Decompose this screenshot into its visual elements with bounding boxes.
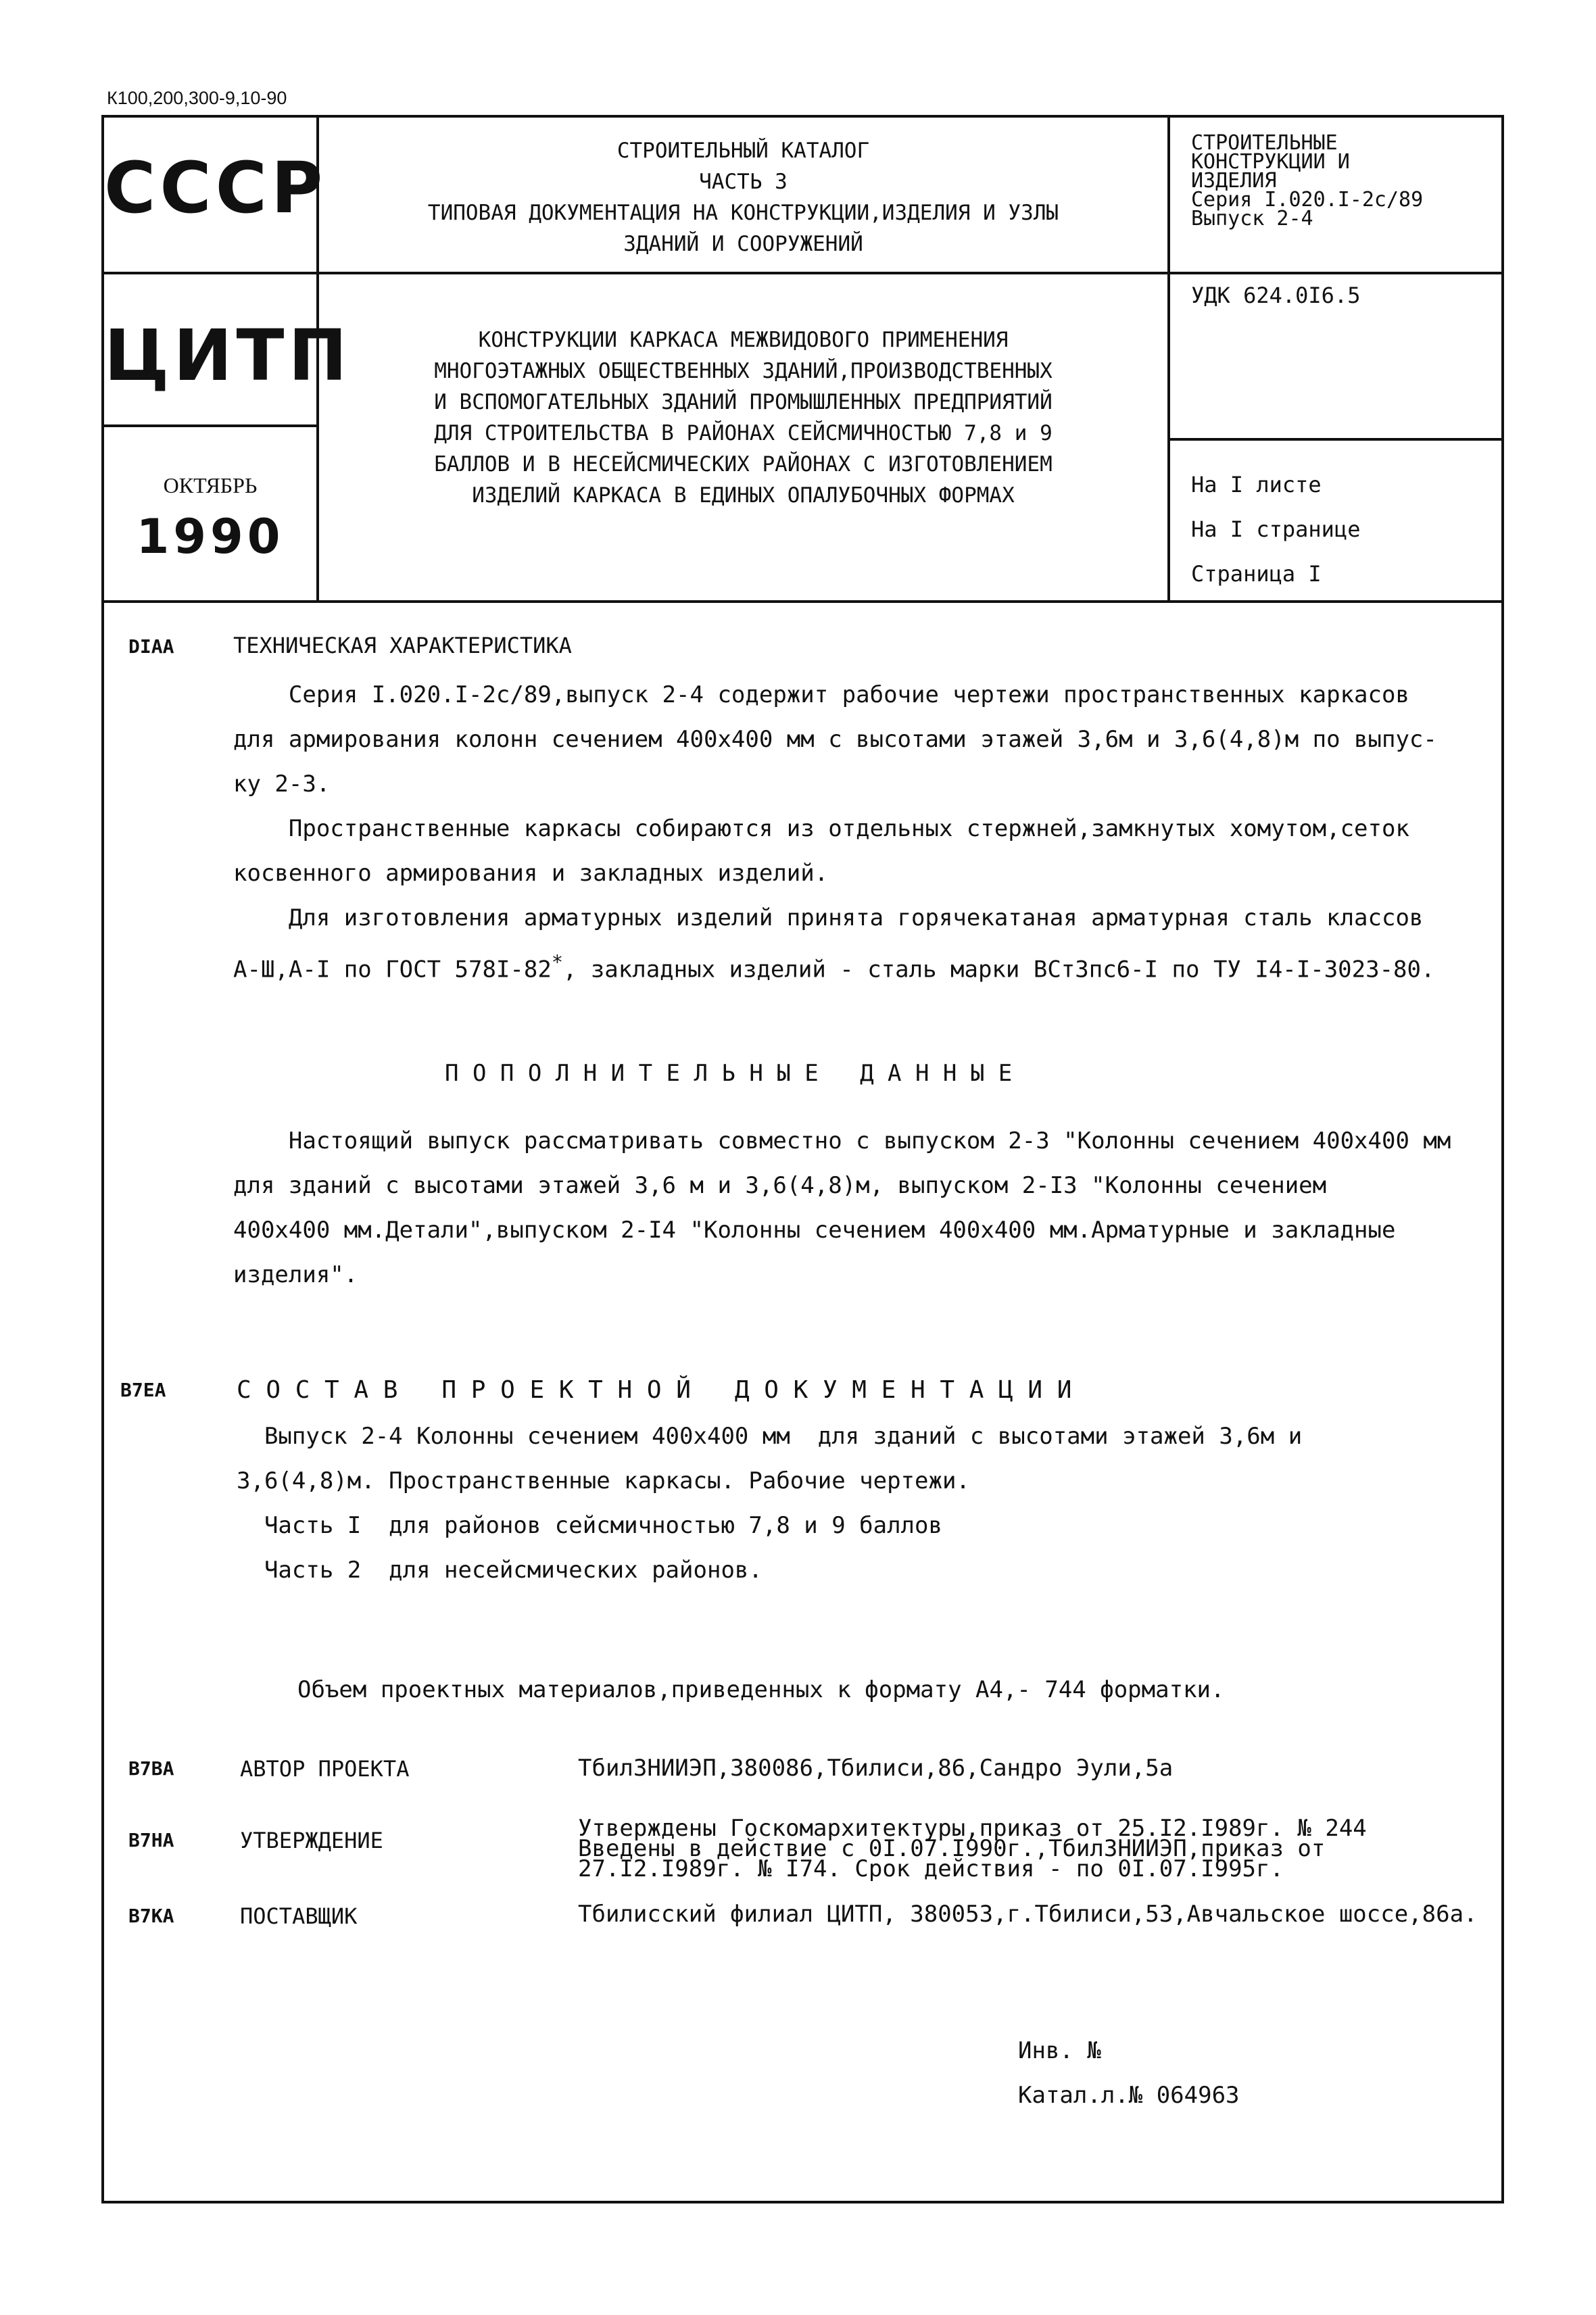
page-number: Страница I bbox=[1191, 561, 1322, 587]
additional-body bbox=[233, 1119, 1451, 1297]
composition-body bbox=[237, 1414, 1302, 1592]
title-line-1: КОНСТРУКЦИИ КАРКАСА МЕЖВИДОВОГО ПРИМЕНЕНИЯ bbox=[478, 328, 1009, 352]
sheets-count: На I листе bbox=[1191, 472, 1322, 497]
record-supplier-label: ПОСТАВЩИК bbox=[240, 1903, 358, 1929]
tech-heading: ТЕХНИЧЕСКАЯ ХАРАКТЕРИСТИКА bbox=[233, 633, 572, 658]
inventory-number: Инв. № bbox=[1018, 2037, 1101, 2064]
series-line-3: ИЗДЕЛИЯ bbox=[1191, 169, 1277, 193]
title-line-4: ДЛЯ СТРОИТЕЛЬСТВА В РАЙОНАХ СЕЙСМИЧНОСТЬЮ 7,8 и 9 bbox=[434, 421, 1053, 445]
series-number: Серия I.020.I-2с/89 bbox=[1191, 188, 1424, 212]
tech-p2-l1: Пространственные каркасы собираются из отдельных стержней,замкнутых хомутом,сеток bbox=[233, 815, 1409, 842]
corner-code: К100,200,300-9,10-90 bbox=[107, 88, 287, 108]
catalog-line-4: ЗДАНИЙ И СООРУЖЕНИЙ bbox=[623, 232, 863, 256]
volume-note: Объем проектных материалов,приведенных к формату А4,- 744 форматки. bbox=[297, 1676, 1225, 1703]
record-approval-line-1: Утверждены Госкомархитектуры,приказ от 25.I2.I989г. № 244 bbox=[578, 1815, 1367, 1842]
header-divider-left bbox=[101, 424, 319, 427]
record-supplier-value: Тбилисский филиал ЦИТП, 380053,г.Тбилиси,53,Авчальское шоссе,86а. bbox=[578, 1901, 1478, 1928]
series-issue: Выпуск 2-4 bbox=[1191, 207, 1313, 230]
record-approval-line-3: 27.I2.I989г. № I74. Срок действия - по 0I.07.I995г. bbox=[578, 1855, 1284, 1882]
record-approval-code: В7НА bbox=[128, 1829, 174, 1851]
series-line-1: СТРОИТЕЛЬНЫЕ bbox=[1191, 131, 1338, 155]
series-box bbox=[1191, 131, 1424, 230]
header-col-line-2 bbox=[1167, 115, 1170, 603]
tech-p1-l3: ку 2-3. bbox=[233, 771, 331, 798]
header-divider-right-2 bbox=[1167, 438, 1501, 441]
record-approval-label: УТВЕРЖДЕНИЕ bbox=[240, 1828, 383, 1853]
record-supplier-code: В7КА bbox=[128, 1905, 174, 1927]
composition-code: В7ЕА bbox=[120, 1379, 166, 1401]
composition-l3: Часть I для районов сейсмичностью 7,8 и 9 баллов bbox=[237, 1512, 942, 1539]
tech-code: DIAA bbox=[128, 635, 174, 658]
title-block bbox=[319, 324, 1167, 511]
tech-body bbox=[233, 673, 1437, 992]
title-line-3: И ВСПОМОГАТЕЛЬНЫХ ЗДАНИЙ ПРОМЫШЛЕННЫХ ПРЕДПРИЯТИЙ bbox=[434, 390, 1053, 414]
tech-p3-l2b: , закладных изделий - сталь марки ВСт3пс6-I по ТУ I4-I-3023-80. bbox=[562, 956, 1435, 983]
country-label: СССР bbox=[104, 147, 327, 229]
catalog-line-2: ЧАСТЬ 3 bbox=[699, 170, 788, 194]
composition-heading: С О С Т А В П Р О Е К Т Н О Й Д О К У М Е Н Т А Ц И И bbox=[237, 1376, 1072, 1404]
record-author-label: АВТОР ПРОЕКТА bbox=[240, 1756, 410, 1782]
composition-l2: 3,6(4,8)м. Пространственные каркасы. Рабочие чертежи. bbox=[237, 1467, 970, 1494]
tech-p1-l2: для армирования колонн сечением 400х400 мм с высотами этажей 3,6м и 3,6(4,8)м по выпус- bbox=[233, 726, 1437, 753]
record-author-value: ТбилЗНИИЭП,380086,Тбилиси,86,Сандро Эули,5а bbox=[578, 1755, 1174, 1782]
additional-heading: П О П О Л Н И Т Е Л Ь Н Ы Е Д А Н Н Ы Е bbox=[445, 1060, 1013, 1087]
record-approval-line-2: Введены в действие с 0I.07.I990г.,ТбилЗНИИЭП,приказ от bbox=[578, 1835, 1326, 1862]
additional-l1: Настоящий выпуск рассматривать совместно с выпуском 2-3 "Колонны сечением 400х400 мм bbox=[233, 1127, 1451, 1154]
catalog-block bbox=[319, 135, 1167, 260]
sheet-info bbox=[1191, 462, 1360, 596]
tech-p3-l2 bbox=[233, 940, 1437, 992]
title-line-2: МНОГОЭТАЖНЫХ ОБЩЕСТВЕННЫХ ЗДАНИЙ,ПРОИЗВОДСТВЕННЫХ bbox=[434, 359, 1053, 383]
pages-count: На I странице bbox=[1191, 516, 1361, 542]
tech-p1-l1: Серия I.020.I-2с/89,выпуск 2-4 содержит рабочие чертежи пространственных каркасов bbox=[233, 681, 1409, 708]
record-approval-value bbox=[578, 1815, 1367, 1882]
tech-p3-l2-sup: * bbox=[551, 951, 563, 973]
title-line-6: ИЗДЕЛИЙ КАРКАСА В ЕДИНЫХ ОПАЛУБОЧНЫХ ФОРМАХ bbox=[472, 483, 1015, 508]
tech-p2-l2: косвенного армирования и закладных изделий. bbox=[233, 860, 829, 887]
catalog-line-1: СТРОИТЕЛЬНЫЙ КАТАЛОГ bbox=[616, 139, 870, 163]
composition-l4: Часть 2 для несейсмических районов. bbox=[237, 1557, 763, 1584]
header-divider-mid bbox=[101, 272, 1170, 274]
year-label: 1990 bbox=[136, 509, 285, 564]
title-line-5: БАЛЛОВ И В НЕСЕЙСМИЧЕСКИХ РАЙОНАХ С ИЗГОТОВЛЕНИЕМ bbox=[434, 452, 1053, 477]
record-author-code: В7ВА bbox=[128, 1757, 174, 1780]
org-label: ЦИТП bbox=[104, 314, 352, 397]
udk-code: УДК 624.0I6.5 bbox=[1191, 283, 1361, 308]
additional-l3: 400х400 мм.Детали",выпуском 2-I4 "Колонны сечением 400х400 мм.Арматурные и закладные bbox=[233, 1217, 1396, 1244]
additional-l2: для зданий с высотами этажей 3,6 м и 3,6(4,8)м, выпуском 2-I3 "Колонны сечением bbox=[233, 1172, 1327, 1199]
tech-p3-l2a: А-Ш,А-I по ГОСТ 578I-82 bbox=[233, 956, 552, 983]
tech-p3-l1: Для изготовления арматурных изделий принята горячекатаная арматурная сталь классов bbox=[233, 904, 1424, 931]
additional-l4: изделия". bbox=[233, 1261, 358, 1288]
series-line-2: КОНСТРУКЦИИ И bbox=[1191, 150, 1350, 174]
catalog-line-3: ТИПОВАЯ ДОКУМЕНТАЦИЯ НА КОНСТРУКЦИИ,ИЗДЕЛИЯ И УЗЛЫ bbox=[427, 201, 1059, 225]
catalog-sheet-number: Катал.л.№ 064963 bbox=[1018, 2082, 1240, 2109]
composition-l1: Выпуск 2-4 Колонны сечением 400х400 мм для зданий с высотами этажей 3,6м и bbox=[237, 1423, 1303, 1450]
month-label: ОКТЯБРЬ bbox=[163, 473, 258, 497]
header-divider-right bbox=[1167, 272, 1501, 274]
header-bottom-line bbox=[101, 600, 1501, 603]
